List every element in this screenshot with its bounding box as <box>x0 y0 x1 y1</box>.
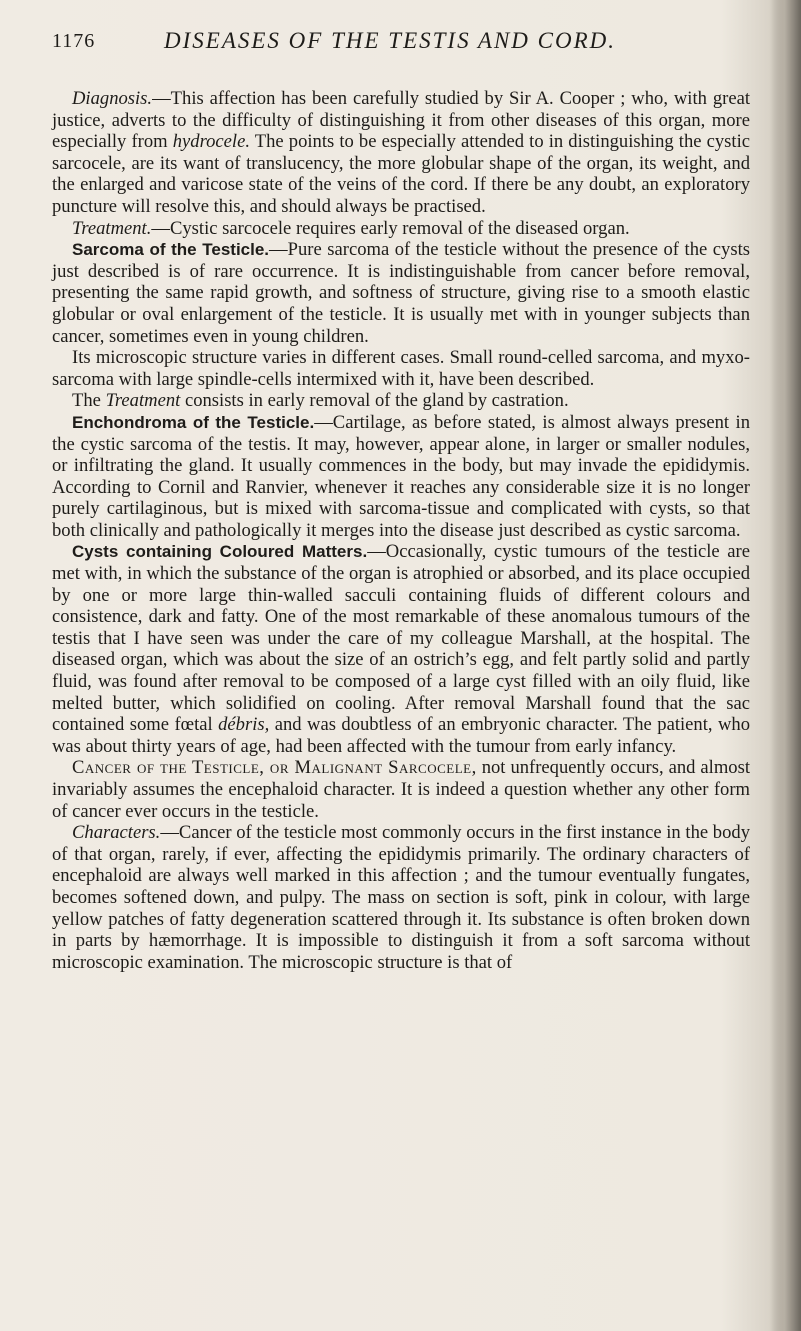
paragraph-text: not unfrequently occurs, and almost invariably assumes the encephaloid character. It is indeed a question whether any other form of cancer ever occurs in the testicle. <box>52 757 750 822</box>
paragraph-sarcoma <box>52 239 750 347</box>
paragraph-text: The <box>72 390 106 412</box>
paragraph-text: —Pure sarcoma of the testicle without the presence of the cysts just described is of rare occurrence. It is indistinguishable from cancer before removal, presenting the same rapid growth, and softness of structure, giving rise to a smooth elastic globular or oval enlargement of the testicle. It is usually met with in younger subjects than cancer, sometimes even in young children. <box>52 239 750 347</box>
paragraph-text: consists in early removal of the gland by castration. <box>180 390 569 412</box>
paragraph-heading: Diagnosis. <box>72 88 153 109</box>
paragraph-microscopic <box>52 347 750 390</box>
paragraph-text: —Cystic sarcocele requires early removal of the diseased organ. <box>151 217 630 239</box>
paragraph-text: —Cancer of the testicle most commonly occurs in the first instance in the body of that organ, rarely, if ever, affecting the epididymis primarily. The ordinary characters of encephaloid are always well marked in this affection ; and the tumour eventually fungates, becomes softened down, and pulpy. The mass on section is soft, pink in colour, with large yellow patches of fatty degeneration scattered through it. Its substance is often broken down in parts by hæmorrhage. It is impossible to distinguish it from a soft sarcoma without microscopic examination. The microscopic structure is that of <box>52 822 750 973</box>
paragraph-sarcoma-treatment <box>52 390 750 412</box>
paragraph-heading: Cysts containing Coloured Matters. <box>72 542 368 562</box>
italic-text: débris, <box>218 714 270 736</box>
italic-text: Treatment <box>105 390 181 412</box>
paragraph-diagnosis <box>52 88 750 218</box>
paragraph-heading: Enchondroma of the Testicle. <box>72 412 315 432</box>
body-text <box>52 88 750 973</box>
paragraph-enchondroma <box>52 412 750 542</box>
paragraph-text: —Occasionally, cystic tumours of the testicle are met with, in which the substance of the organ is atrophied or absorbed, and its place occupied by one or more large thin-walled sacculi containing fluids of different colours and consistence, dark and fatty. One of the most remarkable of these anomalous tumours of the testis that I have seen was under the care of my colleague Marshall, at the hospital. The diseased organ, which was about the size of an ostrich’s egg, and felt partly solid and partly fluid, was found after removal to be composed of a large cyst filled with an oily fluid, like melted butter, which solidified on cooling. After removal Marshall found that the sac contained some fœtal <box>52 541 751 736</box>
paragraph-heading: Sarcoma of the Testicle. <box>72 240 270 260</box>
page-header <box>52 22 742 62</box>
paragraph-text: Its microscopic structure varies in different cases. Small round-celled sarcoma, and myxo-sarcoma with large spindle-cells intermixed with it, have been described. <box>52 347 750 390</box>
paragraph-heading: Treatment. <box>72 217 152 239</box>
running-title: DISEASES OF THE TESTIS AND CORD. <box>164 28 617 53</box>
paragraph-heading: Characters. <box>72 822 161 844</box>
paragraph-text: —Cartilage, as before stated, is almost always present in the cystic sarcoma of the testis. It may, however, appear alone, in larger or smaller nodules, or infiltrating the gland. It usually commences in the body, but may invade the epididymis. According to Cornil and Ranvier, whenever it reaches any considerable size it is no longer purely cartilaginous, but is mixed with sarcoma-tissue and complicated with cysts, so that both clinically and pathologically it merges into the disease just described as cystic sarcoma. <box>52 411 750 541</box>
paragraph-characters <box>52 822 750 973</box>
paragraph-treatment <box>52 218 750 240</box>
paragraph-text: and was doubtless of an embryonic character. The patient, who was about thirty years of age, had been affected with the tumour from early infancy. <box>52 714 750 757</box>
page-edge-shadow <box>771 0 801 1331</box>
paragraph-text: —This affection has been carefully studied by Sir A. Cooper ; who, with great justice, adverts to the difficulty of distinguishing it from other diseases of this organ, more especially from <box>52 88 750 153</box>
paragraph-heading: Cancer of the Testicle, or Malignant Sarcocele, <box>72 757 477 779</box>
page-number: 1176 <box>52 30 96 52</box>
paragraph-cancer <box>52 757 750 822</box>
italic-text: hydrocele. <box>172 131 250 153</box>
paragraph-cysts <box>52 541 750 757</box>
paragraph-text: The points to be especially attended to in distinguishing the cystic sarcocele, are its want of translucency, the more globular shape of the organ, its weight, and the enlarged and varicose state of the veins of the cord. If there be any doubt, an exploratory puncture will resolve this, and should always be practised. <box>52 131 751 217</box>
